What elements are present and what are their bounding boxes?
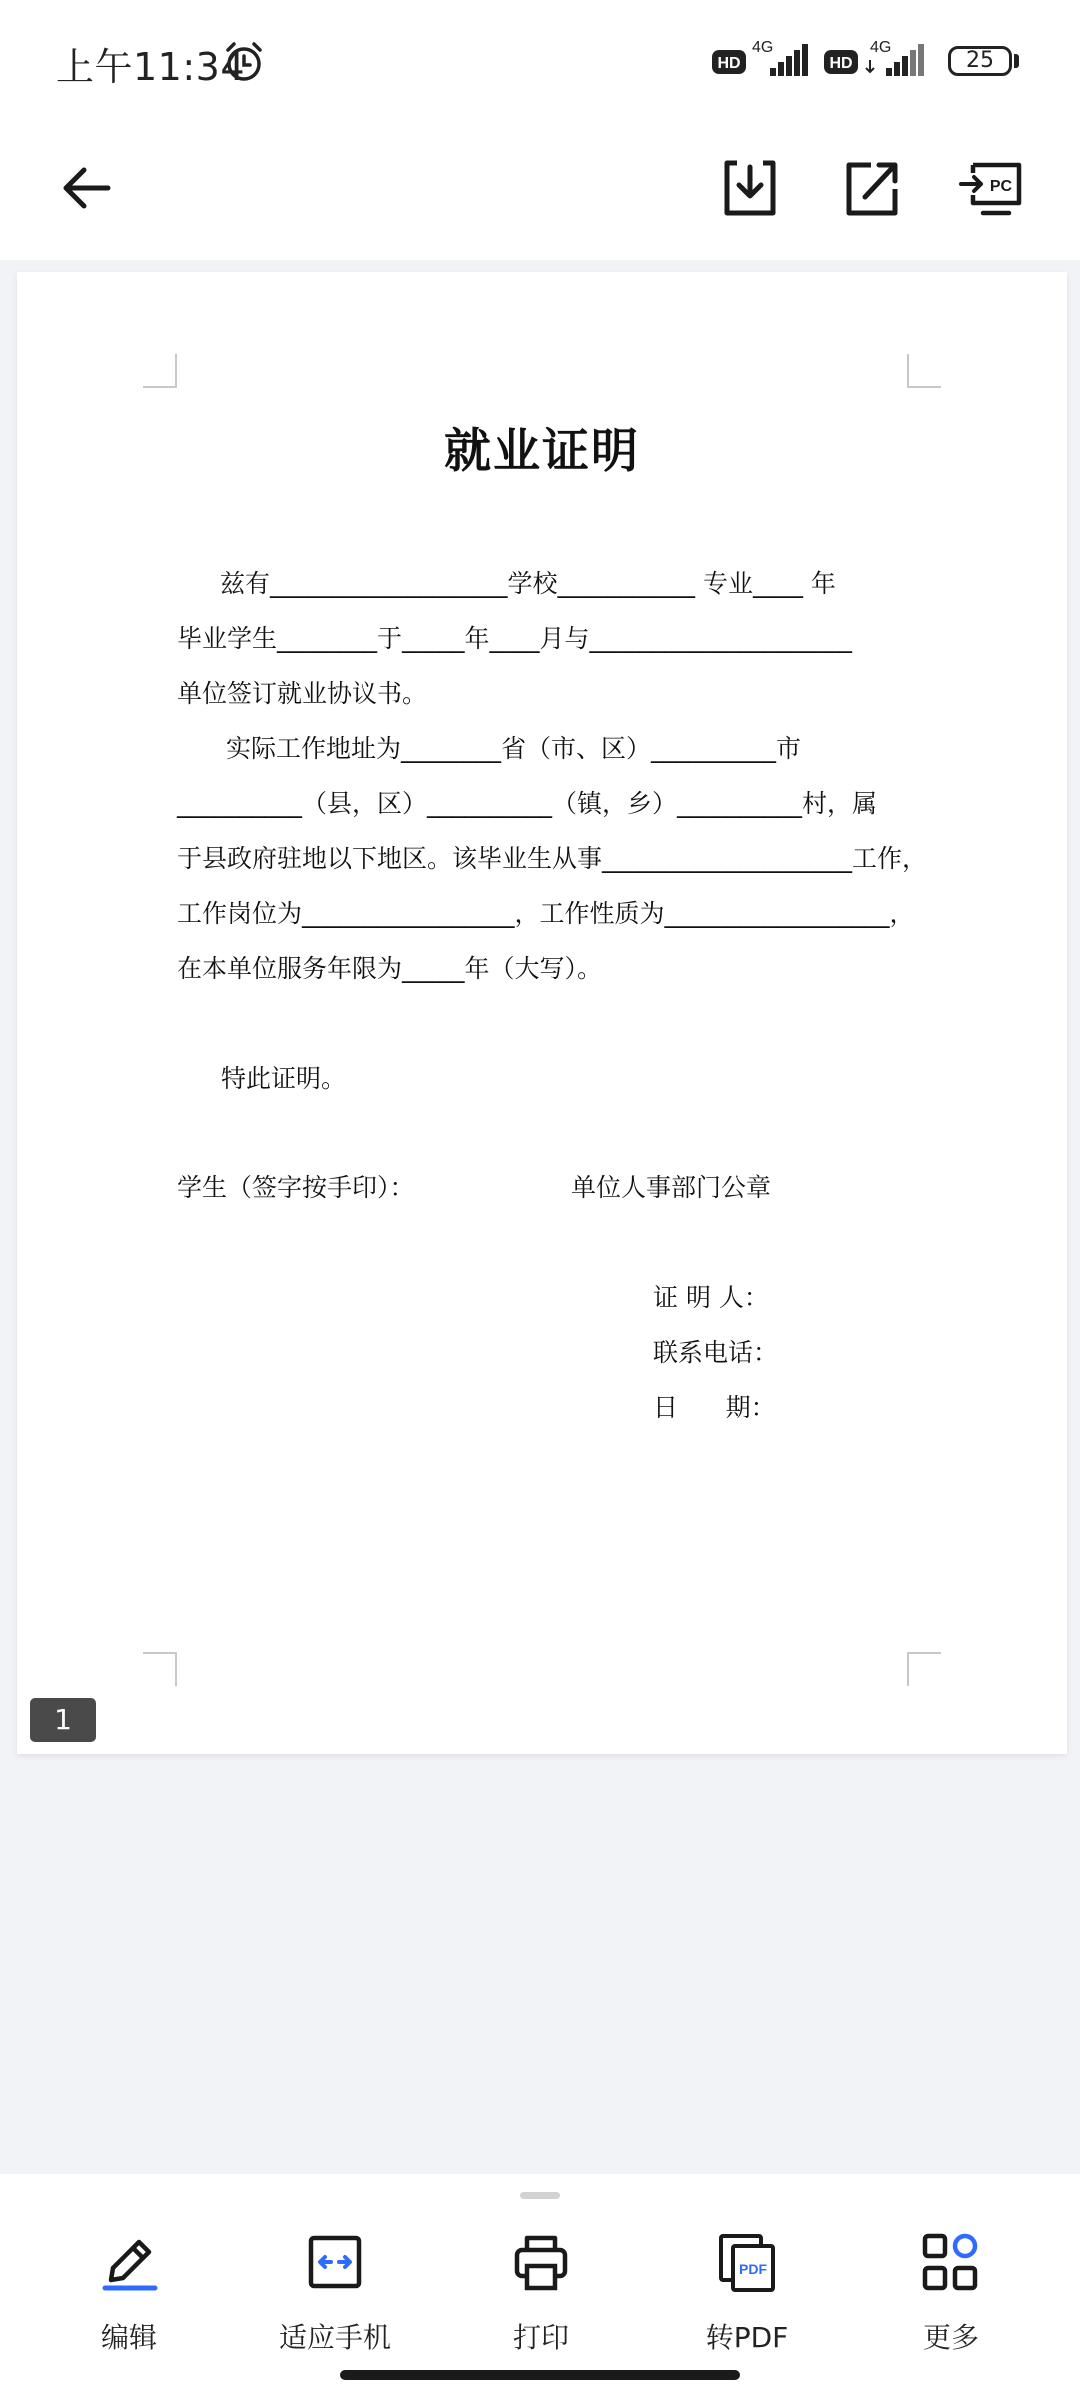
print-label: 打印 <box>512 2321 569 2354</box>
page-number-badge: 1 <box>30 1698 96 1742</box>
company-seal-label: 单位人事部门公章 <box>571 1173 772 1202</box>
edit-button[interactable] <box>34 2230 224 2356</box>
body-line-4: 实际工作地址为________省（市、区）__________市 <box>226 734 802 763</box>
status-time: 上午11:34 <box>56 45 246 89</box>
certify-statement: 特此证明。 <box>221 1064 347 1093</box>
svg-text:4G: 4G <box>870 39 892 56</box>
download-icon <box>719 157 781 219</box>
fit-phone-button[interactable] <box>240 2230 430 2356</box>
send-to-pc-button[interactable] <box>948 144 1036 232</box>
document-page[interactable] <box>17 272 1067 1754</box>
document-title: 就业证明 <box>444 424 640 479</box>
download-button[interactable] <box>706 144 794 232</box>
body-line-1: 兹有___________________学校___________ 专业____ 年 <box>220 569 836 598</box>
convert-pdf-label: 转PDF <box>705 2321 789 2354</box>
crop-mark <box>907 354 941 388</box>
home-indicator[interactable] <box>340 2370 740 2380</box>
sim2-signal <box>824 38 934 86</box>
crop-mark <box>143 354 177 388</box>
body-line-2: 毕业学生________于_____年____月与_____________________ <box>177 624 853 653</box>
signal-icon <box>824 38 934 82</box>
bottom-toolbar <box>0 2174 1080 2400</box>
body-line-8: 在本单位服务年限为_____年（大写）。 <box>177 954 603 983</box>
more-button[interactable] <box>856 2230 1046 2356</box>
phone-label: 联系电话： <box>653 1338 779 1367</box>
body-line-7: 工作岗位为_________________，工作性质为__________________， <box>177 899 915 928</box>
share-button[interactable] <box>828 144 916 232</box>
arrow-left-icon <box>56 158 116 218</box>
student-signature-label: 学生（签字按手印）： <box>177 1173 415 1202</box>
svg-text:HD: HD <box>717 55 741 72</box>
printer-icon <box>509 2230 573 2294</box>
print-button[interactable] <box>446 2230 636 2356</box>
top-toolbar <box>0 120 1080 260</box>
body-line-6: 于县政府驻地以下地区。该毕业生从事____________________工作， <box>177 844 928 873</box>
date-label: 日 期： <box>653 1393 776 1422</box>
send-to-pc-icon <box>959 157 1025 219</box>
pencil-icon <box>97 2230 161 2294</box>
more-grid-icon <box>919 2230 983 2294</box>
sim1-signal <box>712 38 812 86</box>
signal-icon <box>712 38 812 82</box>
alarm-clock-icon <box>222 40 266 84</box>
status-bar <box>0 0 1080 120</box>
pdf-convert-icon <box>715 2230 779 2294</box>
battery-tip <box>1014 54 1019 68</box>
witness-label: 证 明 人： <box>653 1283 769 1312</box>
crop-mark <box>143 1652 177 1686</box>
svg-text:PC: PC <box>989 178 1013 195</box>
share-icon <box>841 157 903 219</box>
edit-label: 编辑 <box>100 2321 157 2354</box>
drag-handle[interactable] <box>520 2192 560 2199</box>
fit-screen-icon <box>303 2230 367 2294</box>
body-line-5: __________（县，区）__________（镇，乡）__________村，属 <box>177 789 878 818</box>
back-button[interactable] <box>42 144 130 232</box>
svg-text:4G: 4G <box>752 39 774 56</box>
convert-pdf-button[interactable] <box>652 2230 842 2356</box>
crop-mark <box>907 1652 941 1686</box>
body-line-3: 单位签订就业协议书。 <box>177 679 428 708</box>
svg-text:PDF: PDF <box>739 2261 767 2277</box>
svg-text:HD: HD <box>829 55 853 72</box>
more-label: 更多 <box>922 2321 979 2354</box>
fit-phone-label: 适应手机 <box>278 2321 391 2354</box>
battery-indicator: 25 <box>948 46 1012 76</box>
